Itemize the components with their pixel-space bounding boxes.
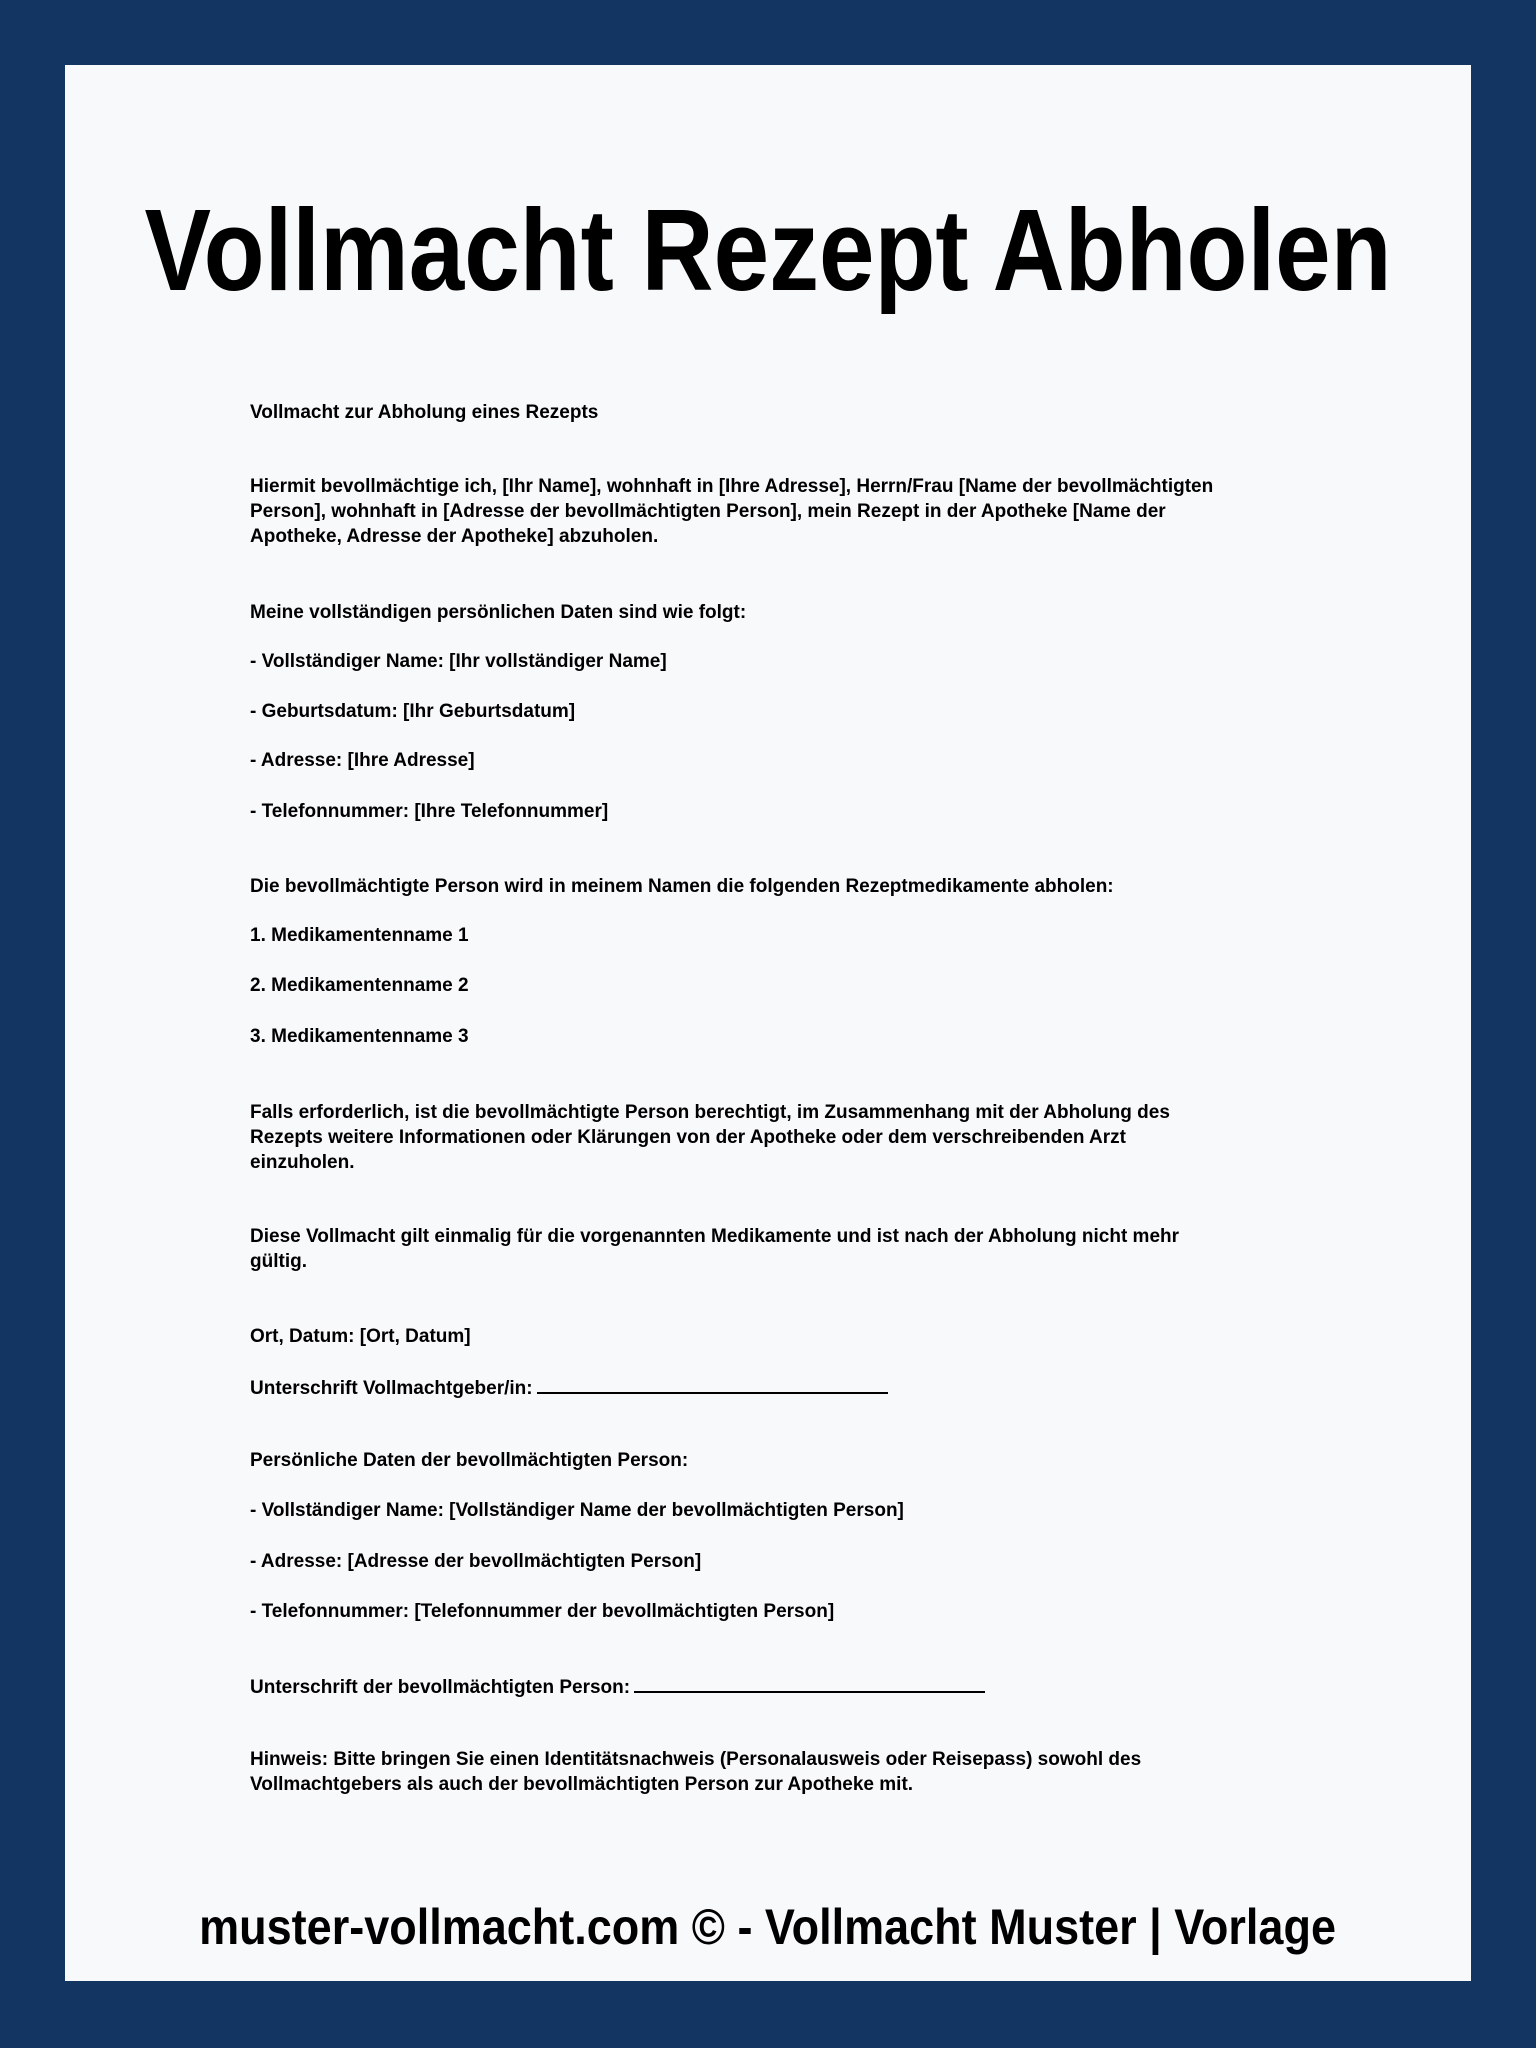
validity-paragraph: Diese Vollmacht gilt einmalig für die vorgenannten Medikamente und ist nach der Abholung nicht mehr gültig.	[250, 1226, 1180, 1272]
personal-data-heading: Meine vollständigen persönlichen Daten sind wie folgt:	[250, 602, 747, 623]
document-heading: Vollmacht zur Abholung eines Rezepts	[250, 402, 599, 423]
medication-item: 1. Medikamentenname 1	[250, 925, 469, 946]
medication-item: 2. Medikamentenname 2	[250, 975, 469, 996]
place-date: Ort, Datum: [Ort, Datum]	[250, 1326, 471, 1347]
footer-credit: muster-vollmacht.com © - Vollmacht Muster | Vorlage	[199, 1899, 1337, 1955]
agent-item-phone: - Telefonnummer: [Telefonnummer der bevollmächtigten Person]	[250, 1601, 835, 1622]
personal-item-name: - Vollständiger Name: [Ihr vollständiger Name]	[250, 651, 667, 672]
agent-item-address: - Adresse: [Adresse der bevollmächtigten Person]	[250, 1551, 702, 1572]
agent-signature-line: Unterschrift der bevollmächtigten Person:	[250, 1673, 985, 1698]
personal-item-birthdate: - Geburtsdatum: [Ihr Geburtsdatum]	[250, 701, 576, 722]
page-title: Vollmacht Rezept Abholen	[144, 185, 1392, 315]
grantor-signature-line: Unterschrift Vollmachtgeber/in:	[250, 1374, 888, 1399]
medication-item: 3. Medikamentenname 3	[250, 1026, 469, 1047]
agent-item-name: - Vollständiger Name: [Vollständiger Name der bevollmächtigten Person]	[250, 1500, 904, 1521]
signature-field[interactable]	[537, 1374, 888, 1394]
intro-paragraph: Hiermit bevollmächtige ich, [Ihr Name], wohnhaft in [Ihre Adresse], Herrn/Frau [Name der bevollmächtigten Person], wohnhaft in [Adresse der bevollmächtigten Person], mein Rezept in der Apotheke [Name der Apotheke, Adresse der Apotheke] abzuholen.	[250, 476, 1214, 547]
info-paragraph: Falls erforderlich, ist die bevollmächtigte Person berechtigt, im Zusammenhang mit der Abholung des Rezepts weitere Informationen oder Klärungen von der Apotheke oder dem verschreibenden Arzt einzuholen.	[250, 1102, 1170, 1173]
medications-heading: Die bevollmächtigte Person wird in meinem Namen die folgenden Rezeptmedikamente abholen:	[250, 876, 1114, 897]
note-paragraph: Hinweis: Bitte bringen Sie einen Identitätsnachweis (Personalausweis oder Reisepass) sowohl des Vollmachtgebers als auch der bevollmächtigten Person zur Apotheke mit.	[250, 1749, 1142, 1795]
agent-data-heading: Persönliche Daten der bevollmächtigten Person:	[250, 1450, 689, 1471]
signature-field[interactable]	[634, 1673, 985, 1693]
personal-item-phone: - Telefonnummer: [Ihre Telefonnummer]	[250, 801, 609, 822]
personal-item-address: - Adresse: [Ihre Adresse]	[250, 750, 475, 771]
